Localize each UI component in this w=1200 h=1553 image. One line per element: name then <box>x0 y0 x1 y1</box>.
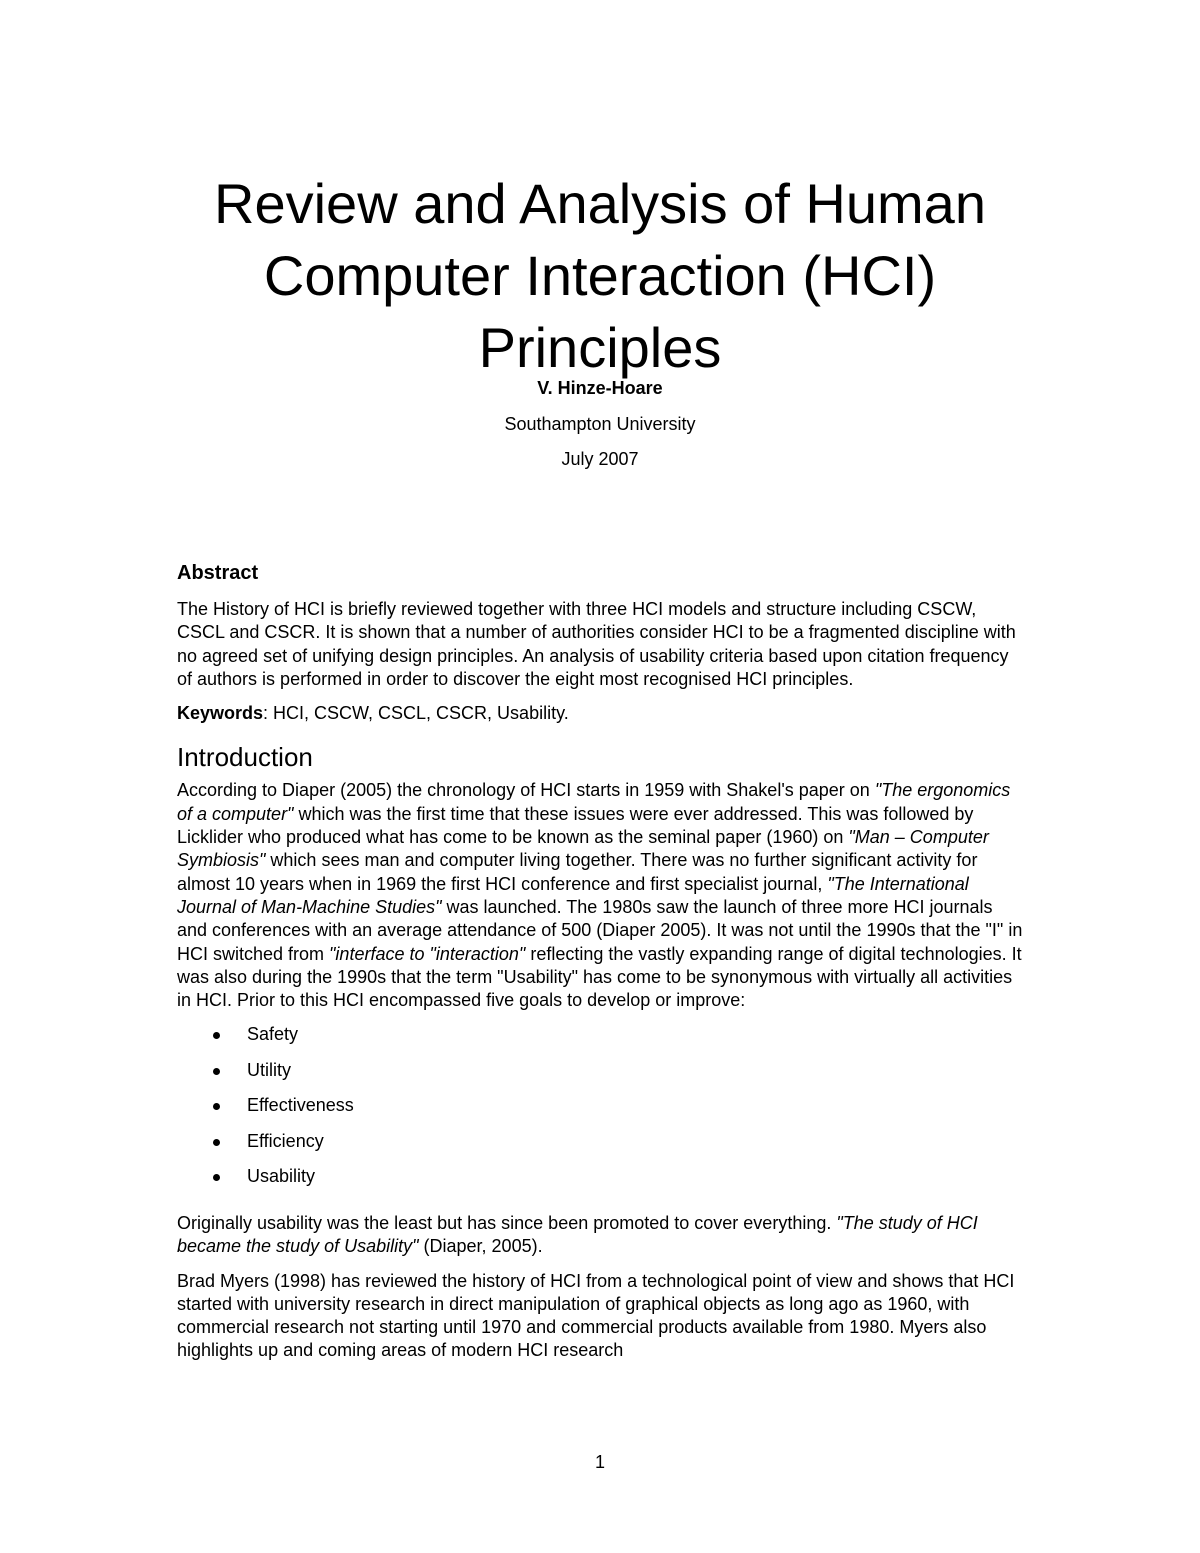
list-item <box>177 1165 1027 1201</box>
keywords-list: : HCI, CSCW, CSCL, CSCR, Usability. <box>263 703 569 724</box>
intro-paragraph-1 <box>177 779 1027 1012</box>
list-item-label: Safety <box>247 1024 299 1045</box>
text-run: was launched. The 1980s saw the launch of three more HCI journals and conferences with an average attendance of 500 (Diaper 2005). It was not until the 1990s that the "I" in HCI switched from <box>177 896 1023 964</box>
text-run: which was the first time that these issues were ever addressed. This was followed by Licklider who produced what has come to be known as the seminal paper (1960) on <box>177 803 974 848</box>
text-run: (Diaper, 2005). <box>418 1236 543 1257</box>
bullet-icon <box>213 1174 220 1181</box>
intro-paragraph-2 <box>177 1212 1027 1259</box>
bullet-icon <box>213 1139 220 1146</box>
paper-body <box>177 560 1027 1374</box>
text-run: reflecting the vastly expanding range of digital technologies. It was also during the 1990s that the term "Usability" has come to be synonymous with virtually all activities in HCI. Prior to this HCI encompassed five goals to develop or improve: <box>177 943 1022 1011</box>
title-line: Computer Interaction (HCI) <box>263 244 937 307</box>
citation-title: "interface to "interaction" <box>329 943 526 964</box>
citation-title: "The International Journal of Man-Machine Studies" <box>177 873 969 917</box>
list-item-label: Efficiency <box>247 1130 324 1151</box>
citation-title: "The ergonomics of a computer" <box>177 780 1011 824</box>
bullet-icon <box>213 1032 220 1039</box>
text-run: which sees man and computer living together. There was no further significant activity for almost 10 years when in 1969 the first HCI conference and first specialist journal, <box>177 850 978 894</box>
introduction-heading: Introduction <box>177 742 313 773</box>
author-name: V. Hinze-Hoare <box>537 378 663 398</box>
list-item <box>177 1130 1027 1166</box>
list-item <box>177 1094 1027 1130</box>
list-item-label: Effectiveness <box>247 1095 354 1116</box>
title-line: Review and Analysis of Human <box>214 172 986 235</box>
abstract-text: The History of HCI is briefly reviewed together with three HCI models and structure including CSCW, CSCL and CSCR. It is shown that a number of authorities consider HCI to be a fragmented discipline with no agreed set of unifying design principles. An analysis of usability criteria based upon citation frequency of authors is performed in order to discover the eight most recognised HCI principles. <box>177 599 1016 689</box>
paper-title <box>100 168 1100 384</box>
page-number: 1 <box>594 1452 605 1472</box>
goals-list <box>177 1023 1027 1201</box>
keywords-label: Keywords <box>177 703 264 724</box>
list-item-label: Utility <box>247 1059 291 1080</box>
title-line: Principles <box>478 316 722 379</box>
list-item-label: Usability <box>247 1166 316 1187</box>
publication-date: July 2007 <box>561 449 639 469</box>
citation-title: "Man – Computer Symbiosis" <box>177 827 989 871</box>
intro-paragraph-3: Brad Myers (1998) has reviewed the history of HCI from a technological point of view and shows that HCI started with university research in direct manipulation of graphical objects as long ago as 1960, with commercial research not starting until 1970 and commercial products available from 1980. Myers also highlights up and coming areas of modern HCI research <box>177 1270 1015 1361</box>
text-run: Originally usability was the least but has since been promoted to cover everything. <box>177 1212 837 1233</box>
quotation: "The study of HCI became the study of Usability" <box>177 1212 978 1257</box>
bullet-icon <box>213 1103 220 1110</box>
abstract-heading: Abstract <box>177 562 259 584</box>
list-item <box>177 1059 1027 1095</box>
affiliation: Southampton University <box>504 414 696 434</box>
keywords-line <box>177 702 1027 725</box>
text-run: According to Diaper (2005) the chronology of HCI starts in 1959 with Shakel's paper on <box>177 780 875 801</box>
list-item <box>177 1023 1027 1059</box>
bullet-icon <box>213 1068 220 1075</box>
